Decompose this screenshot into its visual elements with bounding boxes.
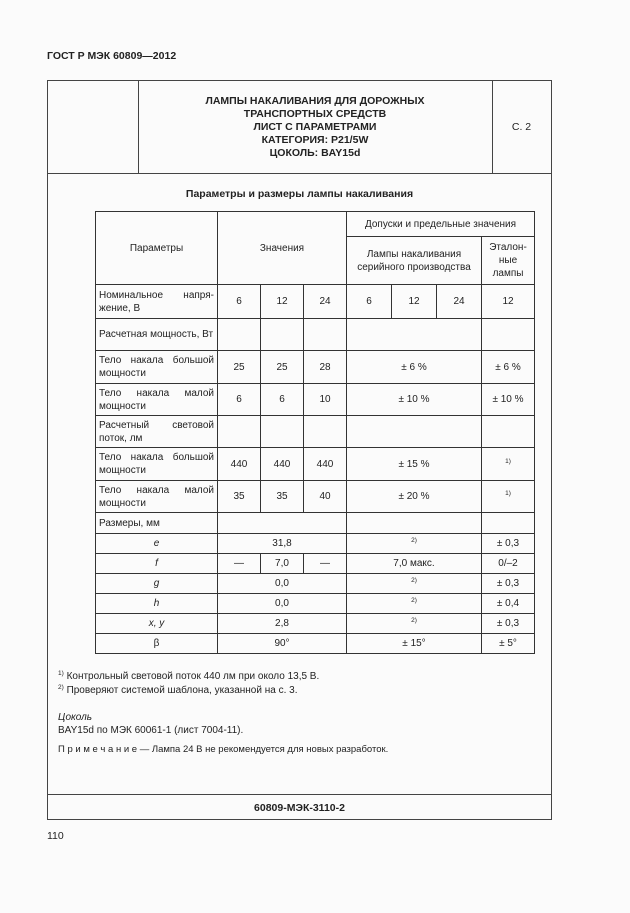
cell: ± 15°: [347, 634, 482, 654]
table-row: [96, 351, 535, 384]
row-label: Расчетная мощность, Вт: [96, 319, 218, 351]
header-left-cell: [48, 81, 139, 173]
cell: ± 6 %: [347, 351, 482, 384]
cell: 440: [304, 448, 347, 481]
table-row: [96, 481, 535, 513]
cell: ± 10 %: [482, 384, 535, 416]
cell: 24: [304, 285, 347, 319]
row-label: Тело накала большой мощности: [96, 448, 218, 481]
cap-title: Цоколь: [58, 712, 93, 723]
cell: ± 6 %: [482, 351, 535, 384]
footnote-2: $^{2)}$ Проверяют системой шаблона, указанной на с. 3.: [58, 684, 298, 696]
title-line: ЦОКОЛЬ: BAY15d: [269, 146, 361, 159]
header-reference: Эталон-ные лампы: [482, 237, 535, 285]
footnote-ref: 2): [411, 597, 417, 604]
cell: 31,8: [218, 534, 347, 554]
cell: 35: [261, 481, 304, 513]
cell: 440: [261, 448, 304, 481]
table-row: [96, 416, 535, 448]
table-caption: Параметры и размеры лампы накаливания: [185, 188, 414, 200]
title-line: ЛАМПЫ НАКАЛИВАНИЯ ДЛЯ ДОРОЖНЫХ: [205, 94, 425, 107]
header-params: Параметры: [96, 212, 218, 285]
footnote-ref: 2): [411, 577, 417, 584]
cell: 440: [218, 448, 261, 481]
parameters-table: [95, 211, 535, 654]
row-label: Расчетный световой поток, лм: [96, 416, 218, 448]
cell: 25: [261, 351, 304, 384]
cell: 0/–2: [482, 554, 535, 574]
table-row: [96, 285, 535, 319]
table-row: [96, 384, 535, 416]
header-tolerances: Допуски и предельные значения: [347, 212, 535, 237]
page-number: 110: [47, 830, 64, 842]
cell: 6: [347, 285, 392, 319]
table-row: [96, 534, 535, 554]
table-row: [96, 513, 535, 534]
row-label: Тело накала малой мощности: [96, 384, 218, 416]
cell: 6: [218, 384, 261, 416]
sheet-header: [48, 81, 551, 174]
cell: 2,8: [218, 614, 347, 634]
cell: 12: [261, 285, 304, 319]
table-row: [96, 319, 535, 351]
cell: 28: [304, 351, 347, 384]
header-title: [138, 81, 493, 173]
cell: 24: [437, 285, 482, 319]
footnote-ref: 2): [411, 537, 417, 544]
header-values: Значения: [218, 212, 347, 285]
footnote-1: $^{1)}$ Контрольный световой поток 440 лм при около 13,5 В.: [58, 670, 320, 682]
cell: 7,0 макс.: [347, 554, 482, 574]
cell: 90°: [218, 634, 347, 654]
sheet-footer: 60809-МЭК-3110-2: [48, 794, 551, 821]
row-label: Размеры, мм: [96, 513, 218, 534]
cell: 12: [482, 285, 535, 319]
cell: 6: [261, 384, 304, 416]
table-row: [96, 634, 535, 654]
note: П р и м е ч а н и е — Лампа 24 В не рекомендуется для новых разработок.: [58, 744, 389, 755]
cell: —: [218, 554, 261, 574]
row-label: Тело накала большой мощности: [96, 351, 218, 384]
title-line: ЛИСТ С ПАРАМЕТРАМИ: [253, 120, 377, 133]
cell: 12: [392, 285, 437, 319]
sheet-number: С. 2: [511, 121, 532, 133]
table-row: [96, 554, 535, 574]
cell: ± 0,3: [482, 614, 535, 634]
table-row: [96, 574, 535, 594]
cell: 10: [304, 384, 347, 416]
cell: ± 20 %: [347, 481, 482, 513]
cell: 7,0: [261, 554, 304, 574]
sheet-frame: [47, 80, 552, 820]
row-label: β: [96, 634, 218, 654]
table-row: [96, 212, 535, 237]
row-label: x, y: [96, 614, 218, 634]
table-row: [96, 614, 535, 634]
cell: 0,0: [218, 574, 347, 594]
row-label: e: [96, 534, 218, 554]
row-label: f: [96, 554, 218, 574]
table-row: [96, 594, 535, 614]
cap-text: BAY15d по МЭК 60061-1 (лист 7004-11).: [58, 725, 244, 736]
cell: ± 5°: [482, 634, 535, 654]
row-label: g: [96, 574, 218, 594]
cell: 35: [218, 481, 261, 513]
standard-id: ГОСТ Р МЭК 60809—2012: [47, 50, 177, 62]
footnote-ref: 1): [505, 457, 511, 465]
cell: —: [304, 554, 347, 574]
cell: 25: [218, 351, 261, 384]
cell: ± 0,3: [482, 534, 535, 554]
cell: 0,0: [218, 594, 347, 614]
header-serial: Лампы накаливания серийного производства: [347, 237, 482, 285]
cell: ± 0,3: [482, 574, 535, 594]
row-label: h: [96, 594, 218, 614]
title-line: ТРАНСПОРТНЫХ СРЕДСТВ: [243, 107, 387, 120]
row-label: Номинальное напря-жение, В: [96, 285, 218, 319]
cell: 6: [218, 285, 261, 319]
footnote-ref: 2): [411, 617, 417, 624]
footnote-ref: 1): [505, 490, 511, 497]
title-line: КАТЕГОРИЯ: P21/5W: [261, 133, 369, 146]
row-label: Тело накала малой мощности: [96, 481, 218, 513]
cell: ± 0,4: [482, 594, 535, 614]
table-row: [96, 448, 535, 481]
cell: ± 10 %: [347, 384, 482, 416]
cell: ± 15 %: [347, 448, 482, 481]
cell: 40: [304, 481, 347, 513]
